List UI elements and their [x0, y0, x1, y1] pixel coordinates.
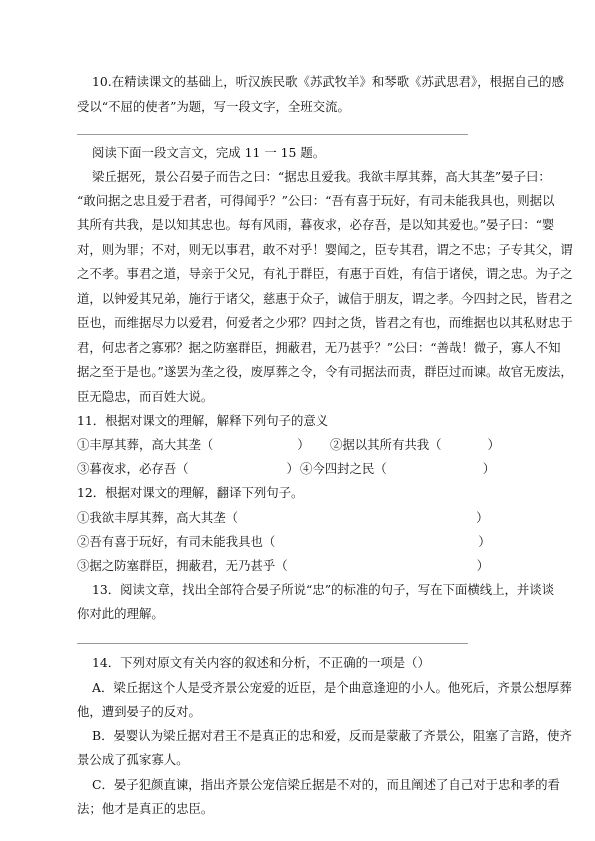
q12-item-3-close: ） — [476, 558, 490, 573]
passage-line: 君，何忠者之寡邪？据之防塞群臣，拥蔽君，无乃甚乎？”公曰：“善哉！微子，寡人不知 — [77, 340, 561, 355]
q10-line-1: 10.在精读课文的基础上，听汉族民歌《苏武牧羊》和琴歌《苏武思君》，根据自己的感 — [92, 74, 564, 89]
q11-item-4 — [300, 461, 495, 477]
q14-option-c-line-2: 法；他才是真正的忠臣。 — [77, 801, 214, 816]
q11-item-1 — [77, 437, 310, 453]
q11-title: 11．根据对课文的理解，解释下列句子的意义 — [77, 413, 329, 428]
passage-line: 臣也，而维据尽力以爱君，何爱者之少邪？四封之货，皆君之有也，而维据也以其私财忠于 — [77, 315, 573, 330]
reading-intro: 阅读下面一段文言文，完成 11 一 15 题。 — [92, 145, 326, 160]
q14-option-a-line-1: A．梁丘据这个人是受齐景公宠爱的近臣，是个曲意逢迎的小人。他死后，齐景公想厚葬 — [92, 680, 572, 695]
passage-line: 对，则为罪；不对，则无以事君，敢不对乎！婴闻之，臣专其君，谓之不忠；子专其父，谓 — [77, 242, 573, 257]
q11-item-3 — [77, 461, 299, 477]
q13-line-1: 13．阅读文章，找出全部符合晏子所说“忠”的标准的句子，写在下面横线上，并谈谈 — [92, 582, 555, 597]
q12-title: 12．根据对课文的理解，翻译下列句子。 — [77, 485, 304, 500]
q12-item-2 — [77, 534, 491, 550]
q11-item-1-close: ） — [297, 437, 310, 452]
q12-item-2-text: ②吾有喜于玩好，有司未能我具也（ — [77, 534, 276, 549]
passage-line: 其所有共我，是以知其忠也。每有风雨，暮夜求，必存吾，是以知其爱也。”晏子曰：“婴 — [77, 217, 555, 232]
q12-item-1-text: ①我欲丰厚其葬，高大其垄（ — [77, 510, 239, 525]
q11-item-3-text: ③暮夜求，必存吾（ — [77, 461, 189, 476]
passage-line: 梁丘据死，景公召晏子而告之曰：“据忠且爱我。我欲丰厚其葬，高大其垄”晏子曰： — [92, 169, 551, 184]
q14-option-a-line-2: 他，遭到晏子的反对。 — [77, 704, 201, 719]
q11-item-2-close: ） — [487, 437, 500, 452]
q14-option-b-line-1: B．晏婴认为梁丘据对君王不是真正的忠和爱，反而是蒙蔽了齐景公，阻塞了言路，使齐 — [92, 728, 572, 743]
passage-line: “敢问据之忠且爱于君者，可得闻乎？”公曰：“吾有喜于玩好，有司未能我具也，则据以 — [77, 193, 555, 208]
q12-item-1 — [77, 510, 488, 526]
passage-line: 据之至于是也。”遂罢为垄之役，废厚葬之令，令有司据法而责，群臣过而谏。故官无废法， — [77, 364, 573, 379]
q13-line-2: 你对此的理解。 — [77, 606, 164, 621]
q12-item-2-close: ） — [478, 534, 491, 549]
q12-item-3-text: ③据之防塞群臣，拥蔽君，无乃甚乎（ — [77, 558, 288, 573]
q10-line-2: 受以“不屈的使者”为题，写一段文字，全班交流。 — [77, 99, 350, 114]
q11-item-1-text: ①丰厚其葬，高大其垄（ — [77, 437, 214, 452]
q11-item-4-text: ④今四封之民（ — [300, 461, 387, 476]
passage-line: 臣无隐忠，而百姓大说。 — [77, 389, 214, 404]
q11-item-2-text: ②据以其所有共我（ — [330, 437, 442, 452]
q11-item-4-close: ） — [482, 461, 496, 476]
q14-option-b-line-2: 景公成了孤家寡人。 — [77, 752, 189, 767]
q14-option-c-line-1: C．晏子犯颜直谏，指出齐景公宠信梁丘据是不对的，而且阐述了自己对于忠和孝的看 — [92, 777, 560, 792]
answer-rule-2 — [77, 643, 468, 644]
q12-item-3 — [77, 558, 489, 574]
passage-line: 道，以钟爱其兄弟，施行于诸父，慈惠于众子，诚信于朋友，谓之孝。今四封之民，皆君之 — [77, 291, 573, 306]
answer-rule-1 — [77, 134, 468, 135]
q11-item-2 — [330, 437, 500, 453]
q14-stem: 14．下列对原文有关内容的叙述和分析，不正确的一项是（） — [92, 655, 430, 670]
q12-item-1-close: ） — [476, 510, 489, 525]
q11-item-3-close: ） — [286, 461, 299, 476]
passage-line: 之不孝。事君之道，导亲于父兄，有礼于群臣，有惠于百姓，有信于诸侯，谓之忠。为子之 — [77, 266, 573, 281]
